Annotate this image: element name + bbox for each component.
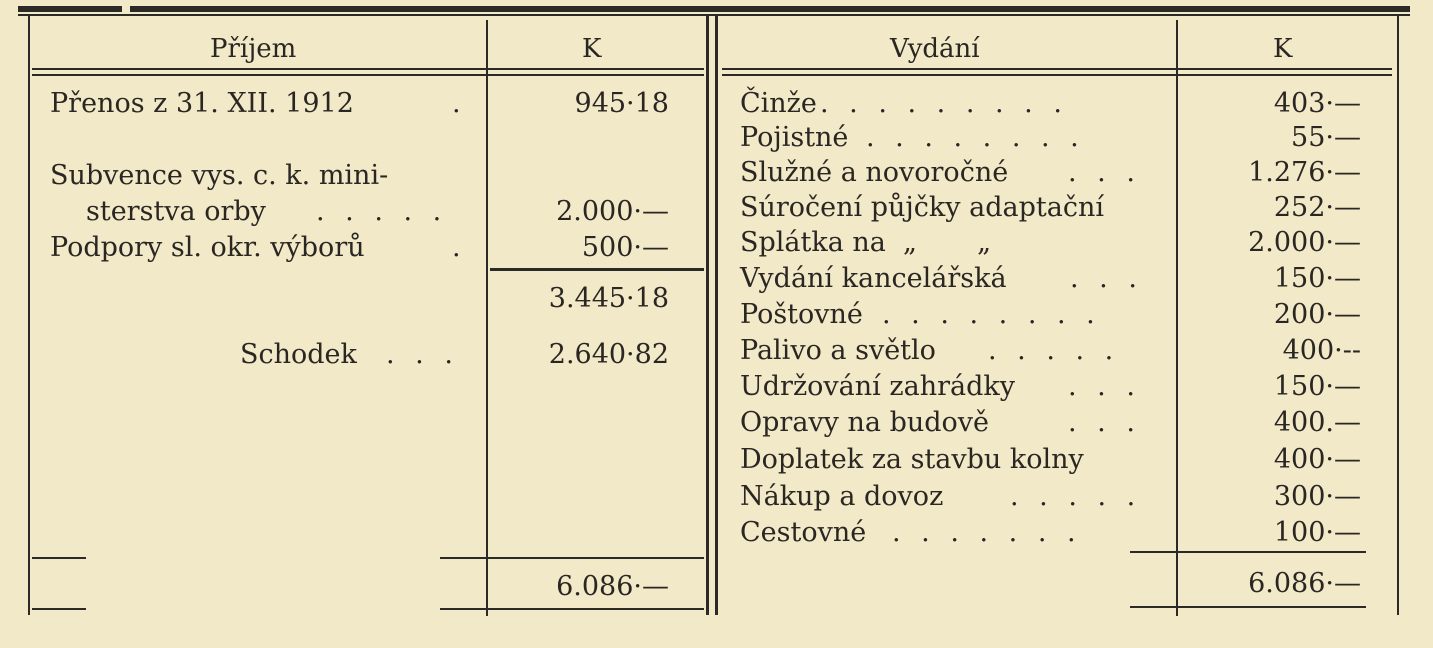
income-header: Příjem [210,34,297,64]
header-rule-left-2 [32,74,704,76]
income-row-label: sterstva orby [86,196,266,227]
expense-row-label: Palivo a světlo [740,335,936,366]
expense-row-amount: 403·— [1273,88,1361,119]
left-amount-divider [486,20,488,616]
expense-row-label: Poštovné [740,299,863,330]
deficit-label: Schodek [240,339,357,370]
income-total: 6.086·— [556,571,669,602]
expense-row-label: Činže [740,88,817,119]
expense-row-dots: . . . . . . . . . [820,88,1068,119]
income-row-amount: 945·18 [574,88,669,119]
expense-row-dots: . . . . . . . [892,517,1082,548]
right-outer-border [1397,15,1399,615]
center-double-rule-a [706,15,709,615]
expense-row-dots: . . . . . . . . [882,299,1101,330]
income-row-label: Podpory sl. okr. výborů [50,232,365,263]
income-subtotal: 3.445·18 [548,283,669,314]
top-rule-thin [18,14,1410,16]
expense-row-dots: . . . [1070,263,1143,294]
expense-total: 6.086·— [1248,568,1361,599]
expense-row-dots: . . . [1068,407,1141,438]
deficit-dots: . . . [386,339,459,370]
expense-row-dots: . . . [1068,157,1141,188]
total-rule-right [1130,551,1366,553]
expense-row-label: Doplatek za stavbu kolny [740,444,1084,475]
expense-row-label: Vydání kancelářská [740,263,1007,294]
left-outer-border [28,15,30,615]
expense-row-amount: 2.000·— [1248,227,1361,258]
expense-row-dots: . . . . . . . . [866,122,1085,153]
deficit-amount: 2.640·82 [548,339,669,370]
expense-row-amount: 1.276·— [1248,157,1361,188]
expense-row-label: Splátka na „ „ [740,227,992,258]
header-rule-right [722,68,1392,70]
income-row-dots: . . . . . [316,196,448,227]
subtotal-rule [490,268,704,271]
expense-row-label: Služné a novoročné [740,157,1009,188]
expense-row-amount: 100·— [1273,517,1361,548]
expense-row-amount: 400·— [1273,444,1361,475]
expense-row-label: Opravy na budově [740,407,990,438]
currency-header-left: K [582,34,602,64]
income-row-label: Přenos z 31. XII. 1912 [50,88,354,119]
bottom-rule-right [1130,606,1366,608]
income-row-dots: . [452,88,467,119]
income-row-amount: 2.000·— [556,196,669,227]
expense-row-dots: . . . [1068,371,1141,402]
expense-row-dots: . . . . . [988,335,1120,366]
expense-row-amount: 55·— [1291,122,1361,153]
expense-row-label: Pojistné [740,122,849,153]
total-rule-left [440,557,704,559]
header-rule-right-2 [722,74,1392,76]
center-double-rule-b [715,15,718,615]
expense-row-amount: 150·— [1273,371,1361,402]
income-row-label: Subvence vys. c. k. mini- [50,160,389,191]
top-rule-left [18,6,122,12]
expense-row-label: Udržování zahrádky [740,371,1015,402]
income-row-dots: . [452,232,467,263]
expense-row-amount: 400·-- [1282,335,1361,366]
right-amount-divider [1176,20,1178,616]
expense-row-label: Nákup a dovoz [740,481,944,512]
expense-row-amount: 150·— [1273,263,1361,294]
bottom-rule-left-stub [32,608,86,610]
expense-row-amount: 400.— [1273,407,1361,438]
expense-row-dots: . . . . . [1010,481,1142,512]
currency-header-right: K [1273,34,1293,64]
income-row-amount: 500·— [581,232,669,263]
top-rule-right [130,6,1410,12]
expense-row-amount: 252·— [1273,192,1361,223]
expenses-header: Vydání [890,34,980,64]
expense-row-amount: 300·— [1273,481,1361,512]
expense-row-amount: 200·— [1273,299,1361,330]
header-rule-left [32,68,704,70]
expense-row-label: Súročení půjčky adaptační [740,192,1104,223]
bottom-rule-left [440,608,704,610]
total-rule-left-stub [32,557,86,559]
expense-row-label: Cestovné [740,517,867,548]
